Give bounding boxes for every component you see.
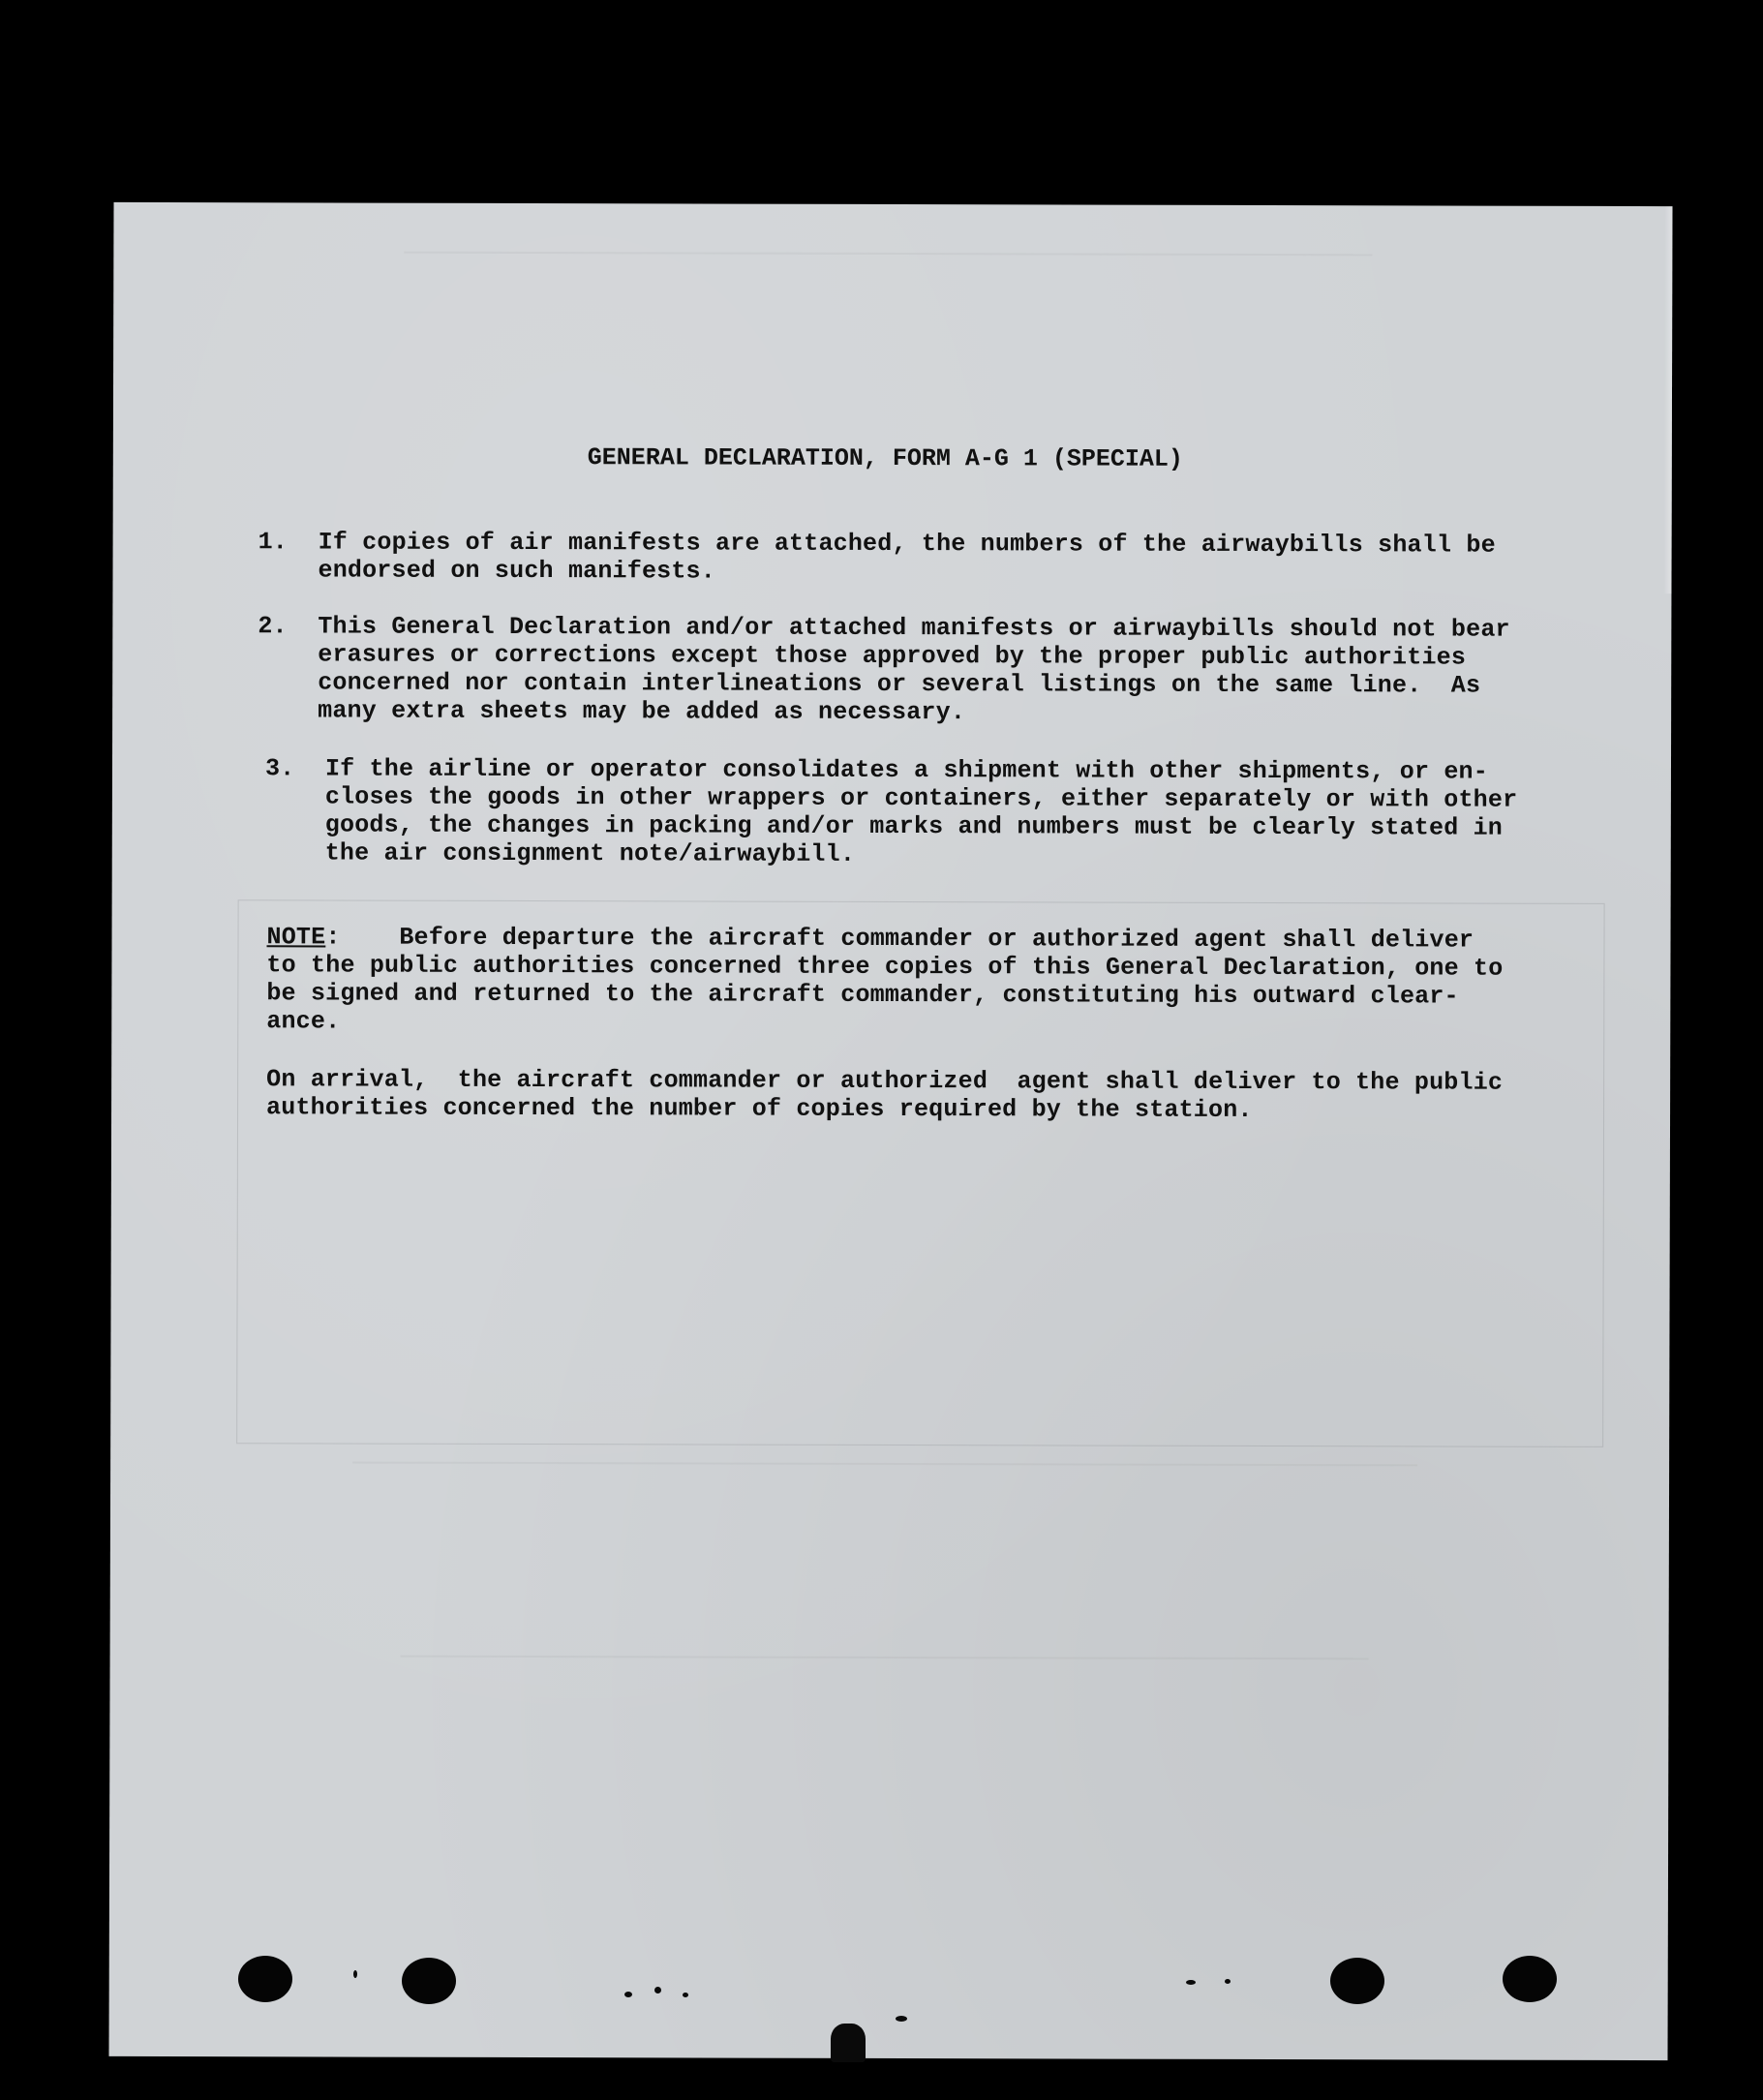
arrival-line: authorities concerned the number of copies required by the station.	[266, 1093, 1253, 1124]
arrival-paragraph	[266, 1065, 1554, 1124]
speck	[1225, 1979, 1231, 1984]
item-line: concerned nor contain interlineations or several listings on the same line. As	[318, 668, 1481, 700]
note-first-line	[266, 923, 1554, 954]
item-line: endorsed on such manifests.	[318, 556, 716, 586]
speck	[1186, 1980, 1196, 1985]
instruction-item-3	[264, 754, 1518, 868]
item-line: the air consignment note/airwaybill.	[324, 838, 856, 868]
instruction-item-1	[258, 528, 1496, 586]
document-page	[108, 202, 1672, 2060]
speck	[353, 1970, 357, 1978]
note-line: be signed and returned to the aircraft commander, constituting his outward clear-	[266, 979, 1459, 1011]
item-line: This General Declaration and/or attached manifests or airwaybills should not bear	[318, 612, 1510, 644]
form-heading: GENERAL DECLARATION, FORM A-G 1 (SPECIAL)	[587, 443, 1183, 473]
item-number: 1.	[258, 528, 289, 557]
speck	[896, 2016, 907, 2022]
item-text	[325, 754, 1545, 869]
note-line: Before departure the aircraft commander or authorized agent shall deliver	[340, 923, 1474, 955]
speck	[624, 1992, 632, 1997]
bleed-through-line	[401, 1656, 1369, 1660]
punch-hole	[238, 1956, 292, 2002]
item-line: If copies of air manifests are attached, the numbers of the airwaybills shall be	[318, 528, 1496, 560]
instruction-item-2	[258, 612, 1510, 727]
note-colon: :	[325, 923, 341, 952]
punch-hole	[402, 1958, 456, 2004]
item-number: 3.	[264, 754, 295, 783]
note-line: to the public authorities concerned three copies of this General Declaration, one to	[266, 951, 1504, 983]
item-text	[318, 528, 1537, 587]
item-line: If the airline or operator consolidates a shipment with other shipments, or en-	[324, 754, 1489, 786]
punch-hole	[1503, 1956, 1557, 2002]
note-label: NOTE	[266, 923, 326, 952]
item-text	[318, 612, 1537, 727]
speck	[683, 1993, 688, 1997]
note-paragraph	[266, 923, 1554, 1038]
item-line: erasures or corrections except those approved by the proper public authorities	[318, 640, 1467, 672]
page-edge-curl	[1663, 206, 1672, 593]
item-number: 2.	[258, 612, 288, 641]
bleed-through-line	[404, 252, 1372, 257]
item-line: closes the goods in other wrappers or containers, either separately or with other	[324, 782, 1518, 814]
bleed-through-line	[352, 1462, 1417, 1467]
item-line: many extra sheets may be added as necessary.	[318, 696, 966, 727]
note-line: ance.	[266, 1007, 341, 1036]
punch-hole	[1330, 1958, 1384, 2004]
speck	[654, 1987, 661, 1993]
page-tear	[831, 2024, 866, 2062]
item-line: goods, the changes in packing and/or marks and numbers must be clearly stated in	[324, 810, 1504, 842]
arrival-line: On arrival, the aircraft commander or authorized agent shall deliver to the public	[266, 1065, 1504, 1097]
